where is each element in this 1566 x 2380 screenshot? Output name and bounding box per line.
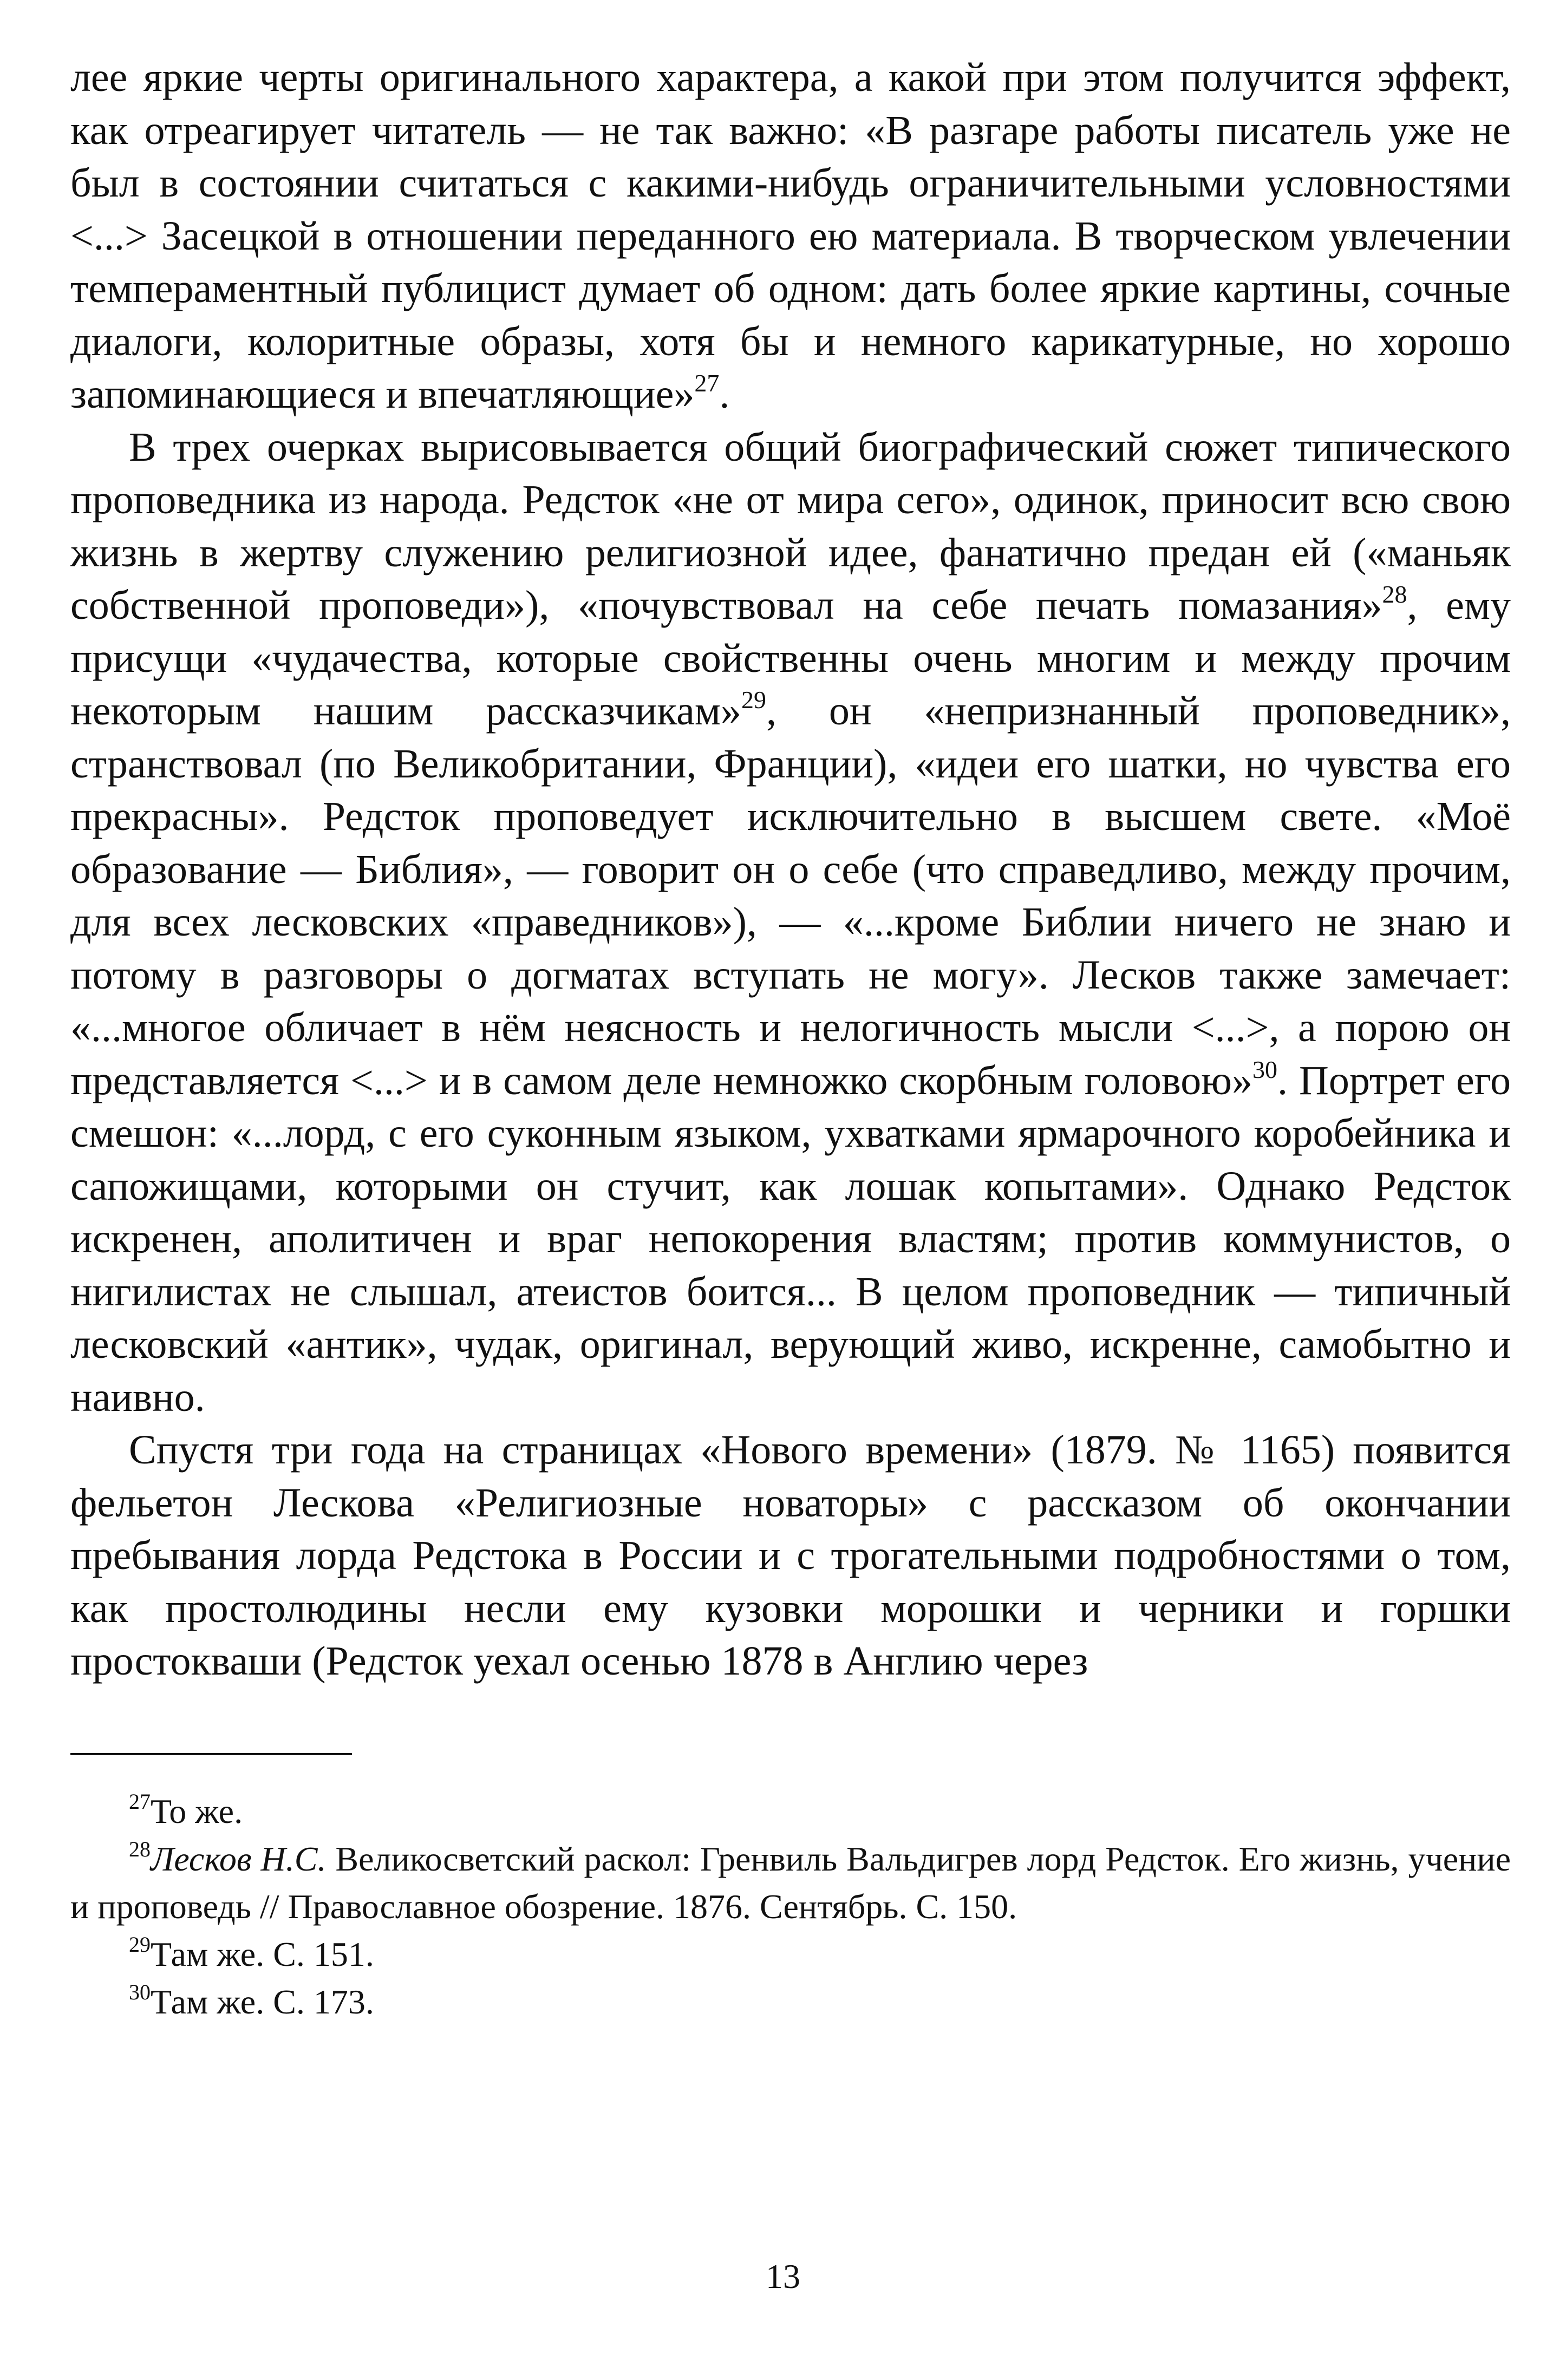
paragraph-text: , ему присущи «чудачества, которые свойственны очень многим и между прочим некоторым нашим рассказчикам» (70, 583, 1511, 734)
footnote-ref-28: 28 (1382, 580, 1407, 608)
footnote-separator (70, 1753, 352, 1755)
footnote-number: 29 (129, 1932, 151, 1957)
main-text (70, 51, 1511, 1688)
paragraph-text: . Портрет его смешон: «...лорд, с его суконным языком, ухватками ярмарочного коробейника и сапожищами, которыми он стучит, как лошак копытами». Однако Редсток искренен, аполитичен и враг непокорения властям; против коммунистов, о нигилистах не слышал, атеистов боится... В целом проповедник — типичный лесковский «антик», чудак, оригинал, верующий живо, искренне, самобытно и наивно. (70, 1057, 1511, 1420)
footnote-number: 30 (129, 1979, 151, 2004)
footnote-ref-30: 30 (1252, 1055, 1278, 1083)
footnote-29 (70, 1931, 1511, 1978)
paragraph-2 (70, 421, 1511, 1424)
footnote-text: Там же. С. 151. (151, 1934, 374, 1973)
page (70, 51, 1511, 2026)
footnote-number: 28 (129, 1836, 151, 1861)
footnote-text: Великосветский раскол: Гренвиль Вальдигрев лорд Редсток. Его жизнь, учение и проповедь // Православное обозрение. 1876. Сентябрь. С. 150. (70, 1839, 1511, 1926)
paragraph-text: В трех очерках вырисовывается общий биографический сюжет типического проповедника из народа. Редсток «не от мира сего», одинок, приносит всю свою жизнь в жертву служению религиозной идее, фанатично предан ей («маньяк собственной проповеди»), «почувствовал на себе печать помазания» (70, 424, 1511, 628)
footnote-number: 27 (129, 1789, 151, 1814)
paragraph-text: . (719, 371, 730, 417)
paragraph-text: , он «непризнанный проповедник», странствовал (по Великобритании, Франции), «идеи его шатки, но чувства его прекрасны». Редсток проповедует исключительно в высшем свете. «Моё образование — Библия», — говорит он о себе (что справедливо, между прочим, для всех лесковских «праведников»), — «...кроме Библии ничего не знаю и потому в разговоры о догматах вступать не могу». Лесков также замечает: «...многое обличает в нём неясность и нелогичность мысли <...>, а порою он представляется <...> и в самом деле немножко скорбным головою» (70, 688, 1511, 1103)
footnote-28 (70, 1835, 1511, 1931)
footnote-author: Лесков Н.С. (151, 1839, 327, 1878)
paragraph-text: лее яркие черты оригинального характера, а какой при этом получится эффект, как отреагирует читатель — не так важно: «В разгаре работы писатель уже не был в состоянии считаться с какими-нибудь ограничительными условностями <...> Засецкой в отношении переданного ею материала. В творческом увлечении темпераментный публицист думает об одном: дать более яркие картины, сочные диалоги, колоритные образы, хотя бы и немного карикатурные, но хорошо запоминающиеся и впечатляющие» (70, 55, 1511, 417)
paragraph-1 (70, 51, 1511, 421)
footnote-27 (70, 1788, 1511, 1835)
paragraph-text: Спустя три года на страницах «Нового времени» (1879. № 1165) появится фельетон Лескова «Религиозные новаторы» с рассказом об окончании пребывания лорда Редстока в России и с трогательными подробностями о том, как простолюдины несли ему кузовки морошки и черники и горшки простокваши (Редсток уехал осенью 1878 в Англию через (70, 1427, 1511, 1684)
footnote-text: То же. (151, 1791, 243, 1830)
footnote-30 (70, 1978, 1511, 2026)
footnote-ref-29: 29 (741, 686, 766, 714)
paragraph-3 (70, 1424, 1511, 1688)
page-number: 13 (766, 2257, 800, 2296)
footnote-text: Там же. С. 173. (151, 1982, 374, 2021)
footnote-ref-27: 27 (694, 369, 720, 397)
footnotes (70, 1788, 1511, 2026)
